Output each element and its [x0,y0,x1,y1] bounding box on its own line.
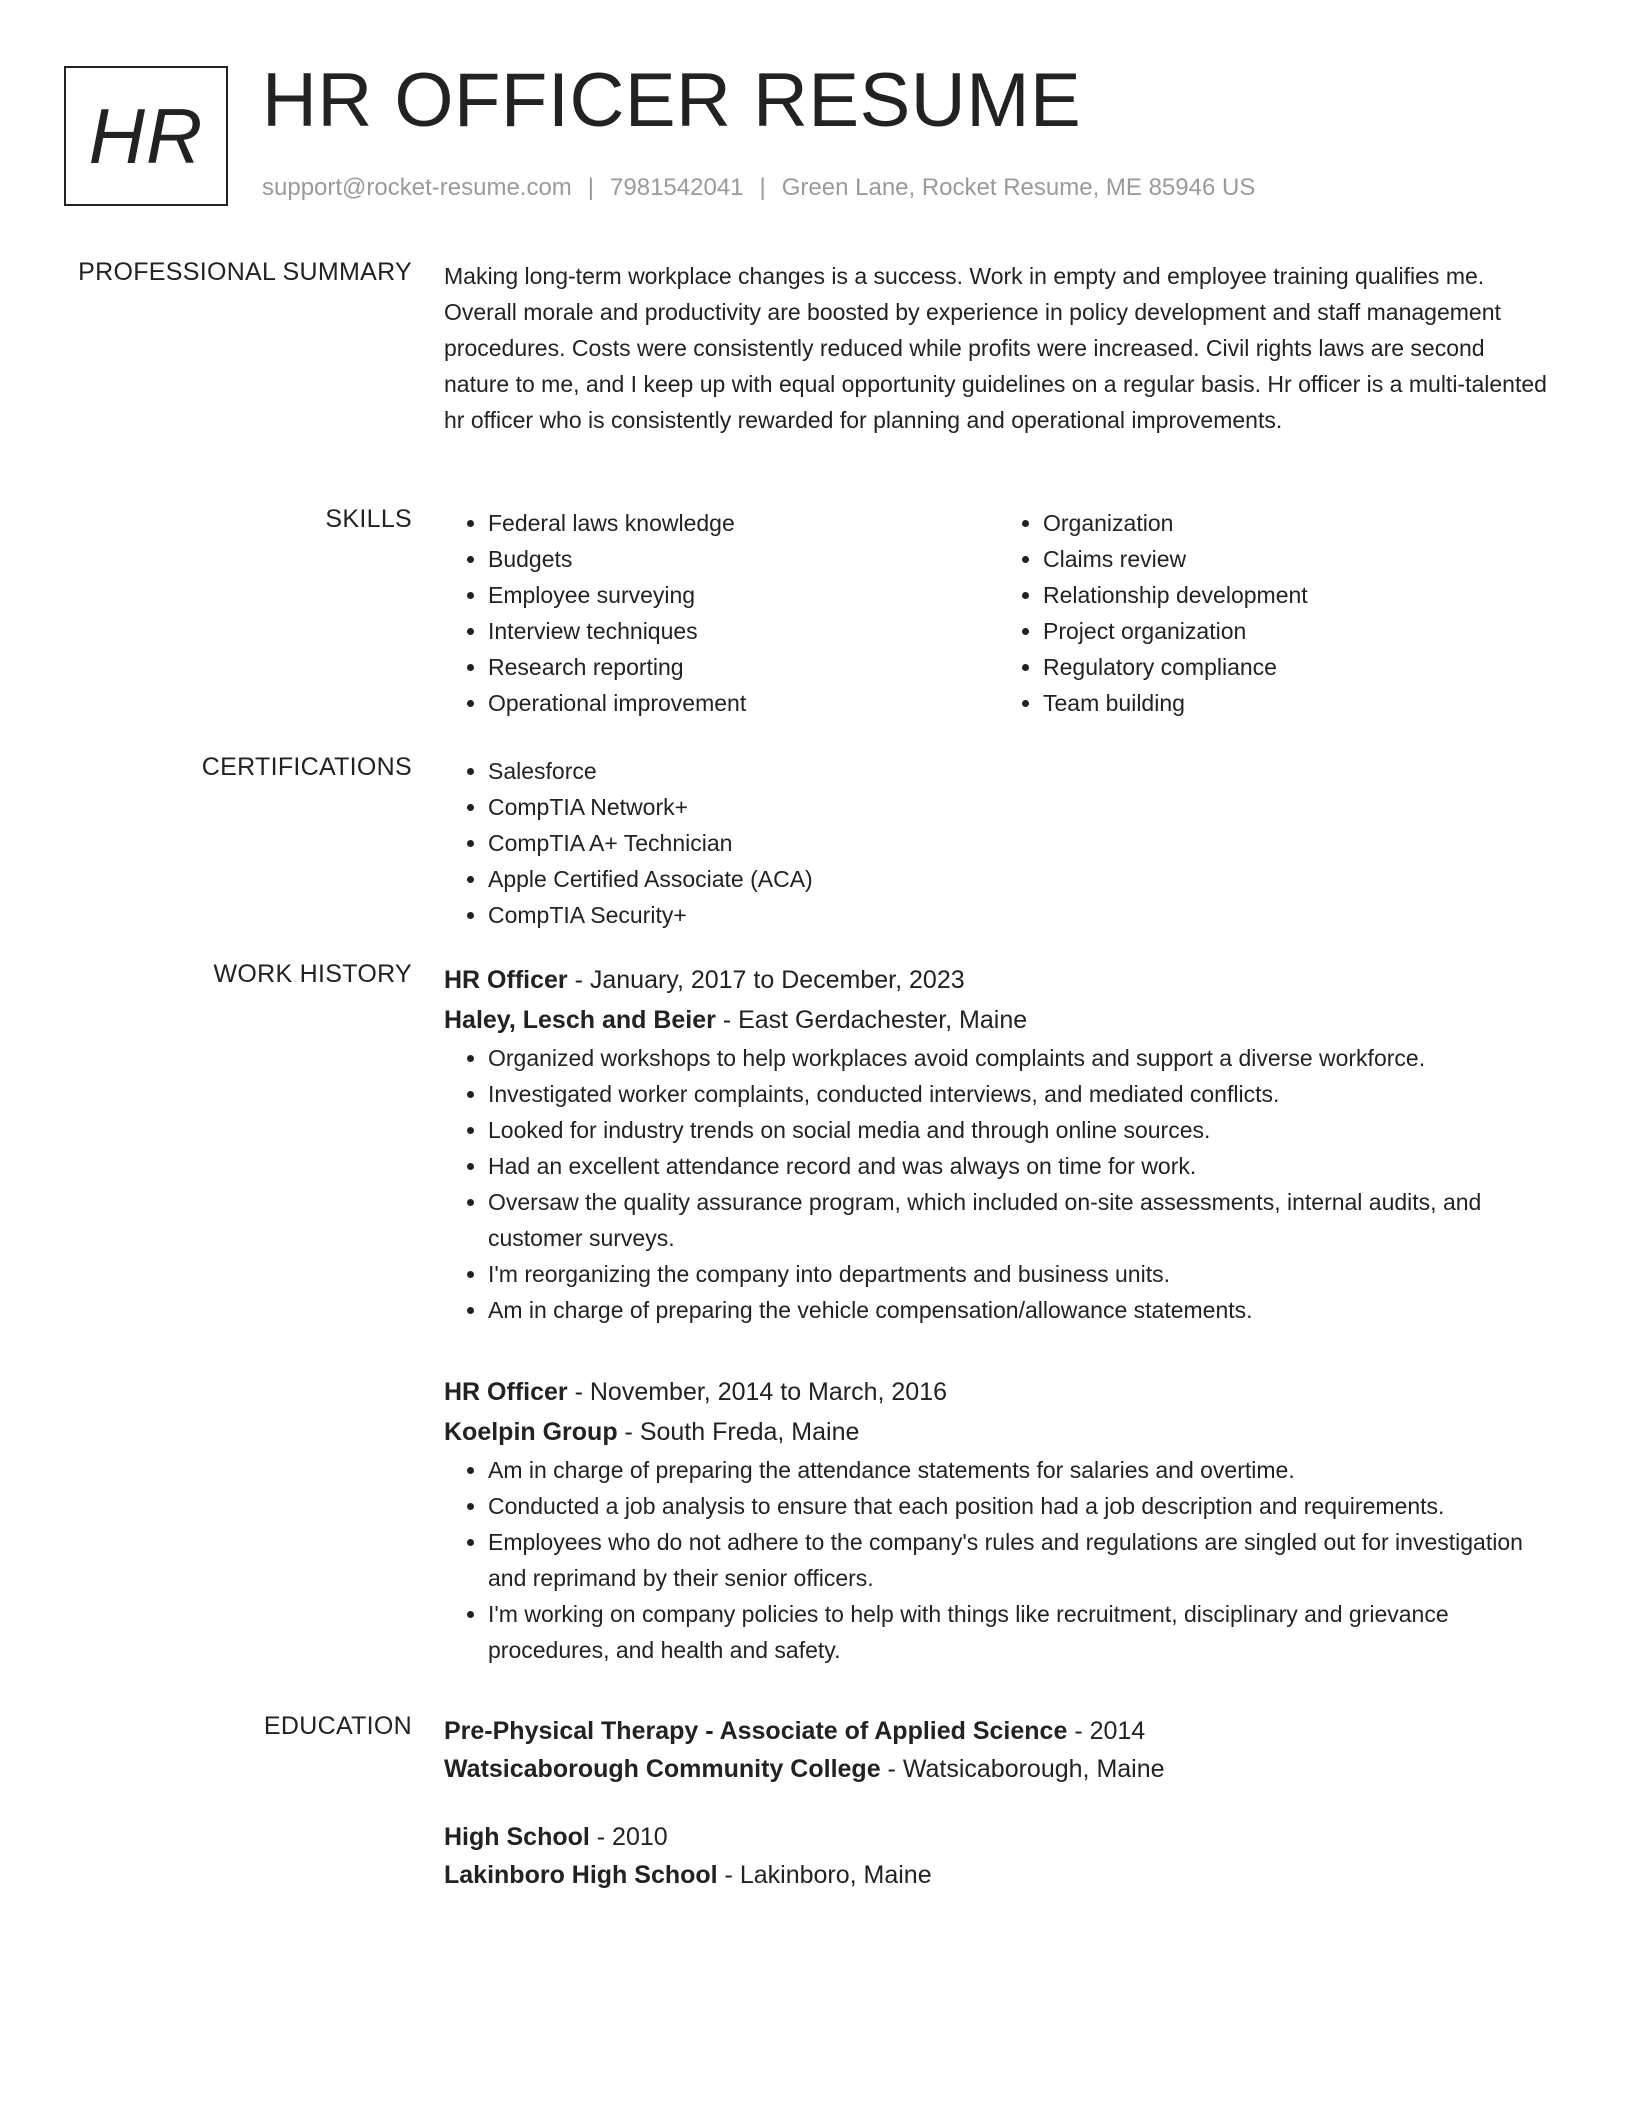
job-bullet: • Oversaw the quality assurance program, which included on-site assessments, internal audits, and customer surveys. [488,1184,1554,1256]
job-title: HR Officer [444,966,568,994]
job-bullet: • Organized workshops to help workplaces avoid complaints and support a diverse workforce. [488,1040,1554,1076]
education-location: - Lakinboro, Maine [717,1861,932,1889]
skill-item: • Operational improvement [488,685,999,721]
certification-item: • CompTIA Security+ [488,897,1554,933]
job-bullet: • Looked for industry trends on social media and through online sources. [488,1112,1554,1148]
skill-item: • Relationship development [1043,577,1554,613]
skill-item: • Team building [1043,685,1554,721]
skill-item: • Employee surveying [488,577,999,613]
work-label: WORK HISTORY [213,960,412,988]
skill-item: • Budgets [488,541,999,577]
job-bullet: • Had an excellent attendance record and was always on time for work. [488,1148,1554,1184]
job-title: HR Officer [444,1378,568,1406]
work-body [444,960,1554,1328]
certification-item: • Apple Certified Associate (ACA) [488,861,1554,897]
summary-body [444,258,1554,438]
certification-item: • Salesforce [488,753,1554,789]
education-entry [444,1818,1554,1894]
education-school-line [444,1750,1554,1788]
education-year: - 2014 [1067,1717,1146,1745]
job-entry [444,1372,1554,1668]
job-dates: - January, 2017 to December, 2023 [567,966,965,994]
education-label: EDUCATION [263,1712,412,1740]
skill-item: • Organization [1043,505,1554,541]
skill-item: • Research reporting [488,649,999,685]
job-bullets [444,1452,1554,1668]
education-degree: High School [444,1823,590,1851]
education-body [444,1712,1554,1894]
skill-item: • Interview techniques [488,613,999,649]
job-bullet: • Investigated worker complaints, conducted interviews, and mediated conflicts. [488,1076,1554,1112]
job-company-line [444,1000,1554,1040]
education-entry [444,1712,1554,1788]
education-school: Watsicaborough Community College [444,1755,881,1783]
summary-label: PROFESSIONAL SUMMARY [78,258,412,286]
education-degree: Pre-Physical Therapy - Associate of Applied Science [444,1717,1068,1745]
job-bullet: • Employees who do not adhere to the company's rules and regulations are singled out for investigation and reprimand by their senior officers. [488,1524,1554,1596]
education-location: - Watsicaborough, Maine [880,1755,1165,1783]
contact-line [262,174,1255,202]
monogram: HR [64,66,228,206]
job-title-line [444,960,1554,1000]
certifications-list [444,753,1554,933]
job-location: - South Freda, Maine [617,1418,860,1446]
education-school-line [444,1856,1554,1894]
certifications-body [444,753,1554,933]
work-body-2 [444,1372,1554,1668]
skills-list-2 [999,505,1554,721]
certifications-label: CERTIFICATIONS [201,753,412,781]
skills-body [444,505,1554,721]
job-title-line [444,1372,1554,1412]
certification-item: • CompTIA Network+ [488,789,1554,825]
job-bullet: • Am in charge of preparing the vehicle compensation/allowance statements. [488,1292,1554,1328]
job-bullet: • Am in charge of preparing the attendance statements for salaries and overtime. [488,1452,1554,1488]
education-school: Lakinboro High School [444,1861,718,1889]
job-entry [444,960,1554,1328]
job-company: Koelpin Group [444,1418,618,1446]
certification-item: • CompTIA A+ Technician [488,825,1554,861]
skills-list-1 [444,505,999,721]
skill-item: • Regulatory compliance [1043,649,1554,685]
skills-label: SKILLS [325,505,412,533]
skill-item: • Project organization [1043,613,1554,649]
contact-separator: | [587,174,595,201]
contact-phone: 7981542041 [610,174,744,201]
contact-separator: | [759,174,766,201]
education-degree-line [444,1818,1554,1856]
contact-address: Green Lane, Rocket Resume, ME 85946 US [781,174,1256,201]
job-bullet: • I'm reorganizing the company into departments and business units. [488,1256,1554,1292]
education-year: - 2010 [589,1823,668,1851]
job-bullets [444,1040,1554,1328]
job-location: - East Gerdachester, Maine [715,1006,1028,1034]
job-company-line [444,1412,1554,1452]
contact-email: support@rocket-resume.com [262,174,572,201]
page-title: HR OFFICER RESUME [262,58,1082,143]
summary-text: Making long-term workplace changes is a success. Work in empty and employee training qualifies me. Overall morale and productivity are boosted by experience in policy development and staff management procedures. Costs were consistently reduced while profits were increased. Civil rights laws are second nature to me, and I keep up with equal opportunity guidelines on a regular basis. Hr officer is a multi-talented hr officer who is consistently rewarded for planning and operational improvements. [444,263,1547,433]
skill-item: • Federal laws knowledge [488,505,999,541]
job-bullet: • Conducted a job analysis to ensure that each position had a job description and requirements. [488,1488,1554,1524]
skill-item: • Claims review [1043,541,1554,577]
education-degree-line [444,1712,1554,1750]
job-bullet: • I'm working on company policies to help with things like recruitment, disciplinary and grievance procedures, and health and safety. [488,1596,1554,1668]
job-company: Haley, Lesch and Beier [444,1006,716,1034]
job-dates: - November, 2014 to March, 2016 [567,1378,948,1406]
